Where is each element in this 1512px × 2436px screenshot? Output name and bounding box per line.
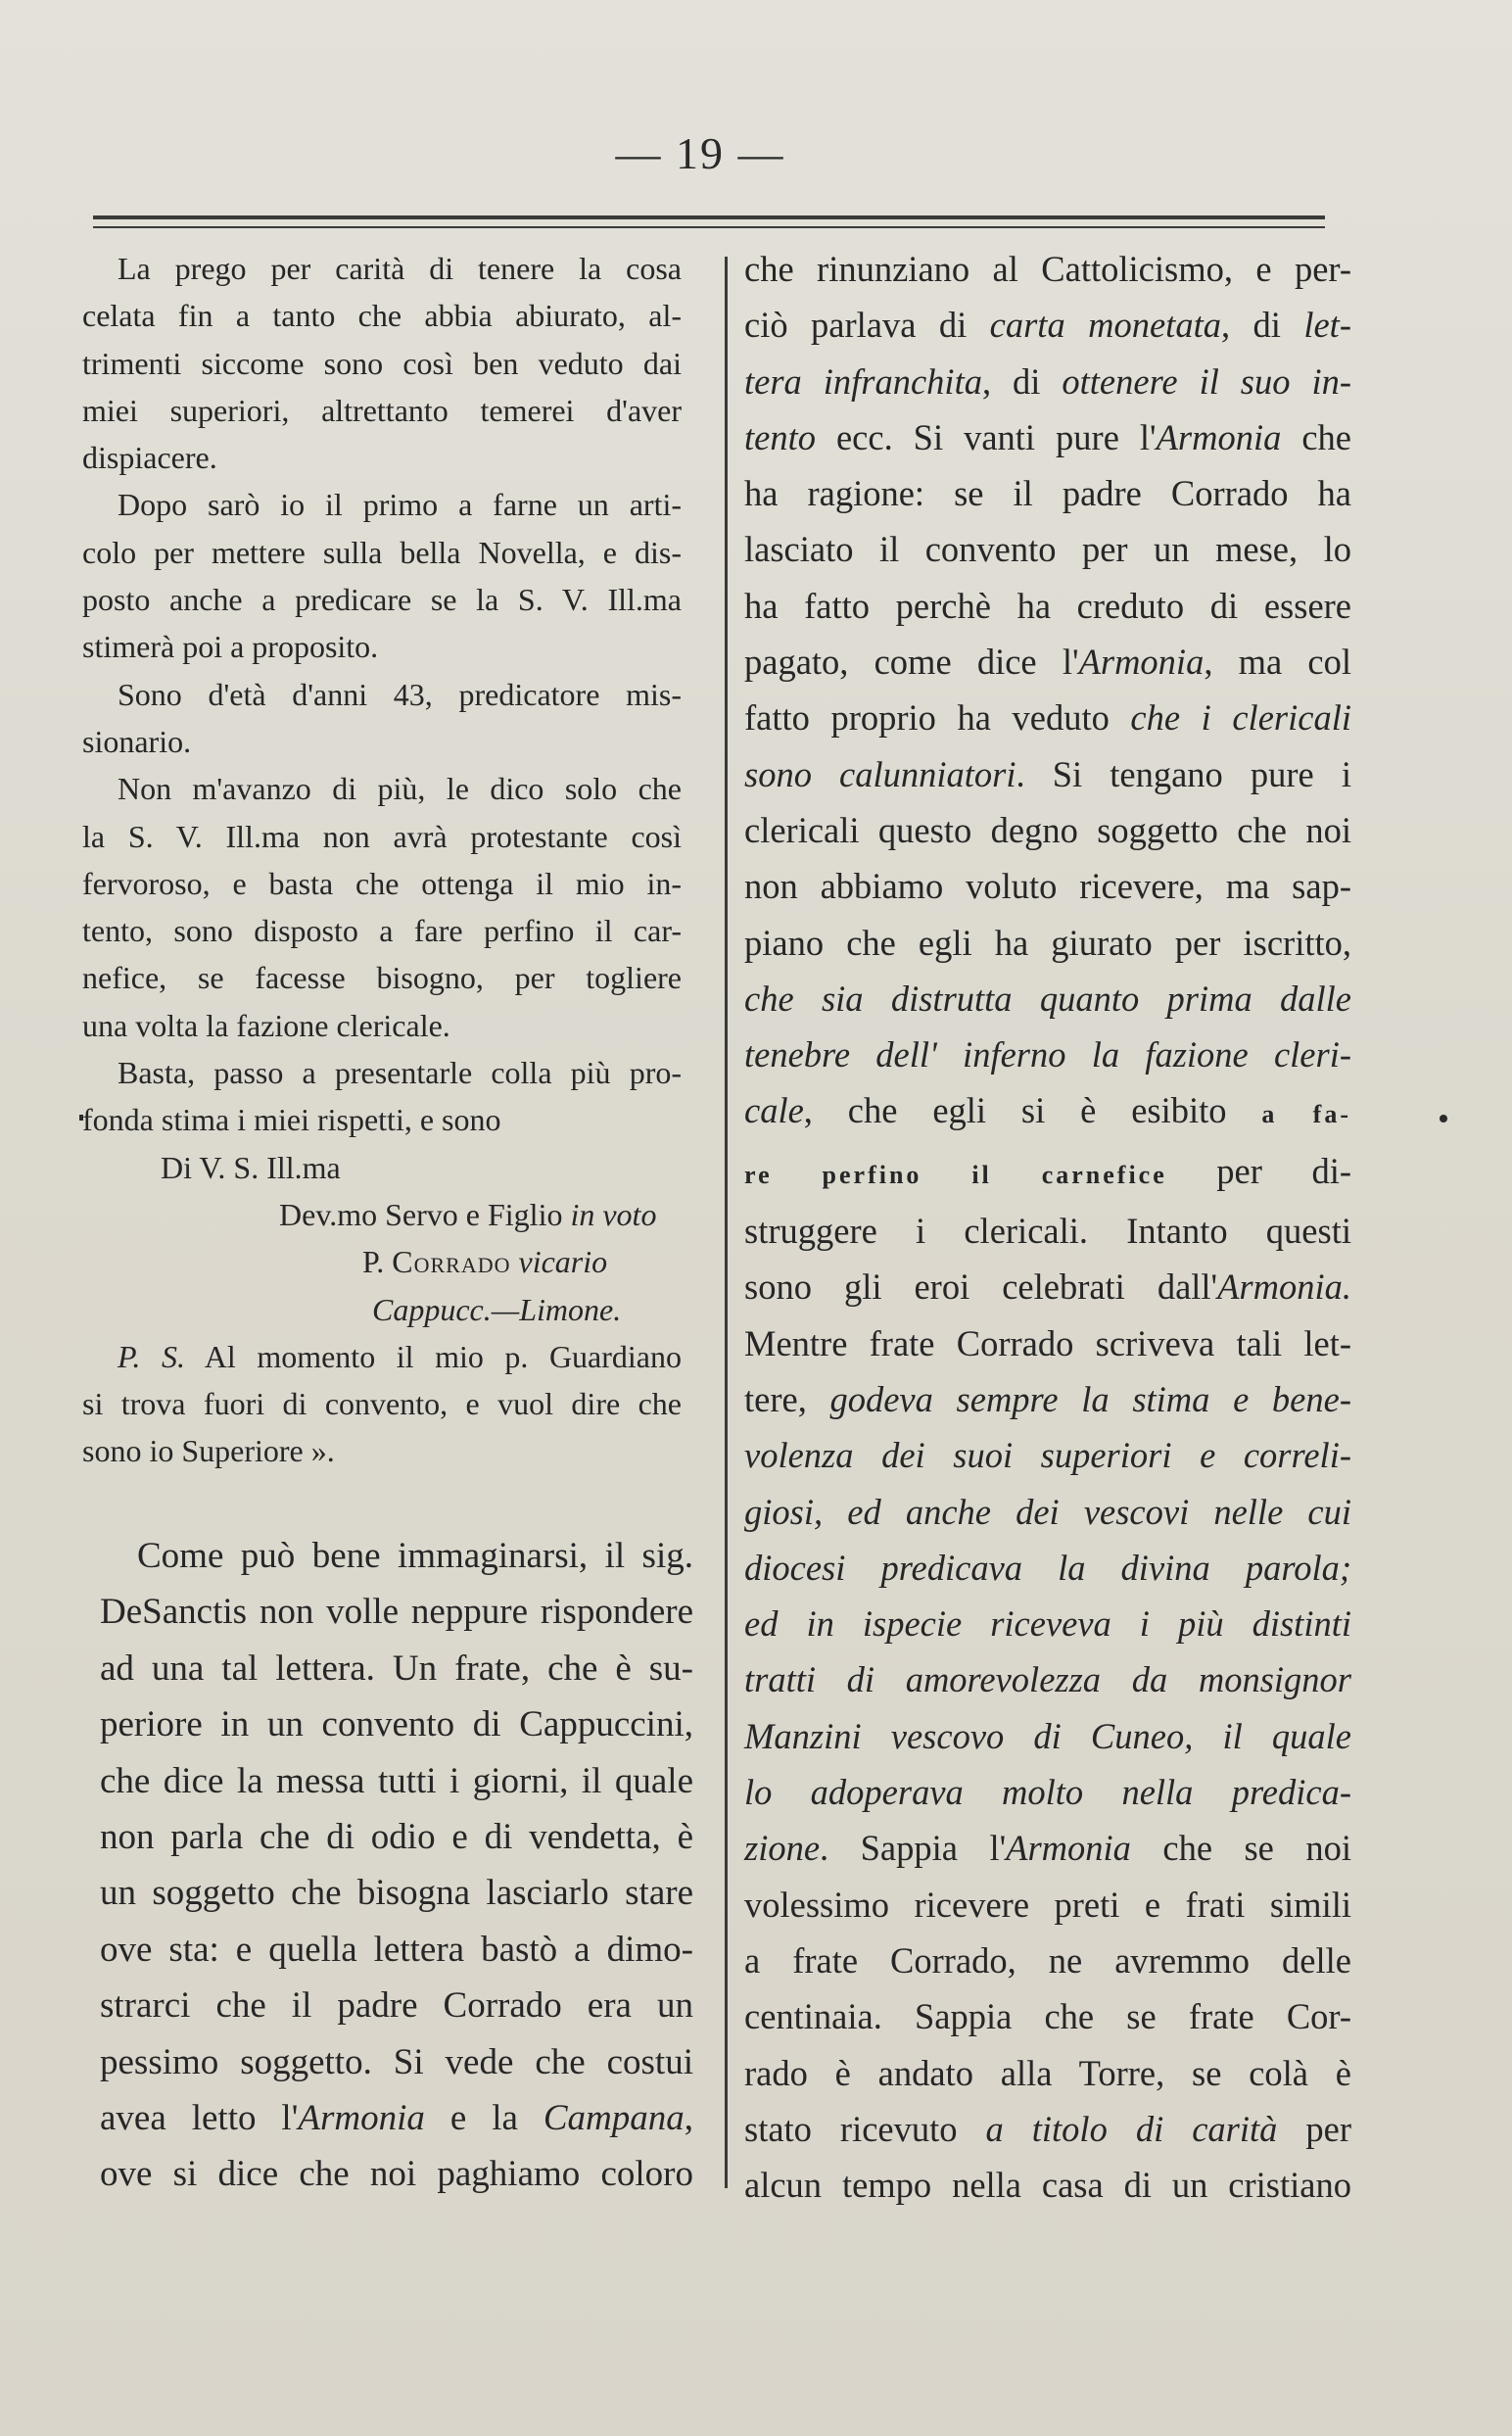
letter-text — [82, 245, 682, 1475]
letter-paragraph: Basta, passo a presentarle colla più pro- fonda stima i miei rispetti, e sono — [82, 1055, 682, 1138]
signature-line: Cappucc.—Limone. — [372, 1291, 622, 1327]
header-rule — [93, 215, 1325, 228]
margin-dot — [1440, 1115, 1447, 1122]
letter-closing: Di V. S. Ill.ma — [161, 1149, 341, 1185]
letter-paragraph: Non m'avanzo di più, le dico solo che la S. V. Ill.ma non avrà protestante così fervoroso, e basta che ottenga il mio in- tento, sono disposto a fare perfino il car- nefice, se facesse bisogno, per togliere una volta la fazione clericale. — [82, 771, 682, 1043]
letter-paragraph: Sono d'età d'anni 43, predicatore mis- sionario. — [82, 676, 682, 759]
body-text-right — [744, 241, 1351, 2213]
body-text-left — [100, 1528, 693, 2203]
signature-line: P. Corrado vicario — [362, 1244, 608, 1280]
letter-paragraph: Dopo sarò io il primo a farne un arti- colo per mettere sulla bella Novella, e dis- posto anche a predicare se la S. V. Ill.ma stimerà poi a proposito. — [82, 487, 682, 665]
page-number: — 19 — — [615, 128, 785, 178]
postscript: P. S. Al momento il mio p. Guardiano si trova fuori di convento, e vuol dire che sono io Superiore ». — [82, 1338, 683, 1469]
body-paragraph: che rinunziano al Cattolicismo, e per- ciò parlava di carta monetata, di let- tera infranchita, di ottenere il suo in- tento ecc. Si vanti pure l'Armonia che ha ragione: se il padre Corrado ha lasciato il convento per un mese, lo ha fatto perchè ha creduto di essere pagato, come dice l'Armonia, ma col fatto proprio ha veduto che i clericali sono calunniatori. Si tengano pure i clericali questo degno soggetto che noi non abbiamo voluto ricevere, ma sap- piano che egli ha giurato per iscritto, che sia distrutta quanto prima dalle tenebre dell' inferno la fazione cleri- cale, che egli si è esibito a fa- re perfino il carnefice per di- struggere i clericali. Intanto questi sono gli eroi celebrati dall'Armonia. Mentre frate Corrado scriveva tali let- tere, godeva sempre la stima e bene- volenza dei suoi superiori e correli- giosi, ed anche dei vescovi nelle cui diocesi predicava la divina parola; ed in ispecie riceveva i più distinti tratti di amorevolezza da monsignor Manzini vescovo di Cuneo, il quale lo adoperava molto nella predica- zione. Sappia l'Armonia che se noi volessimo ricevere preti e frati simili a frate Corrado, ne avremmo delle centinaia. Sappia che se frate Cor- rado è andato alla Torre, se colà è stato ricevuto a titolo di carità per alcun tempo nella casa di un cristiano — [744, 249, 1352, 2206]
signature-line: Dev.mo Servo e Figlio in voto — [279, 1196, 657, 1232]
body-paragraph: Come può bene immaginarsi, il sig. DeSanctis non volle neppure rispondere ad una tal lettera. Un frate, che è su- periore in un convento di Cappuccini, che dice la messa tutti i giorni, il quale non parla che di odio e di vendetta, è un soggetto che bisogna lasciarlo stare ove sta: e quella lettera bastò a dimo- strarci che il padre Corrado era un pessimo soggetto. Si vede che costui avea letto l'Armonia e la Campana, ove si dice che noi paghiamo coloro — [100, 1536, 693, 2195]
column-divider — [725, 257, 728, 2188]
letter-paragraph: La prego per carità di tenere la cosa celata fin a tanto che abbia abiurato, al- trimenti siccome sono così ben veduto dai miei superiori, altrettanto temerei d'aver dispiacere. — [82, 251, 682, 476]
